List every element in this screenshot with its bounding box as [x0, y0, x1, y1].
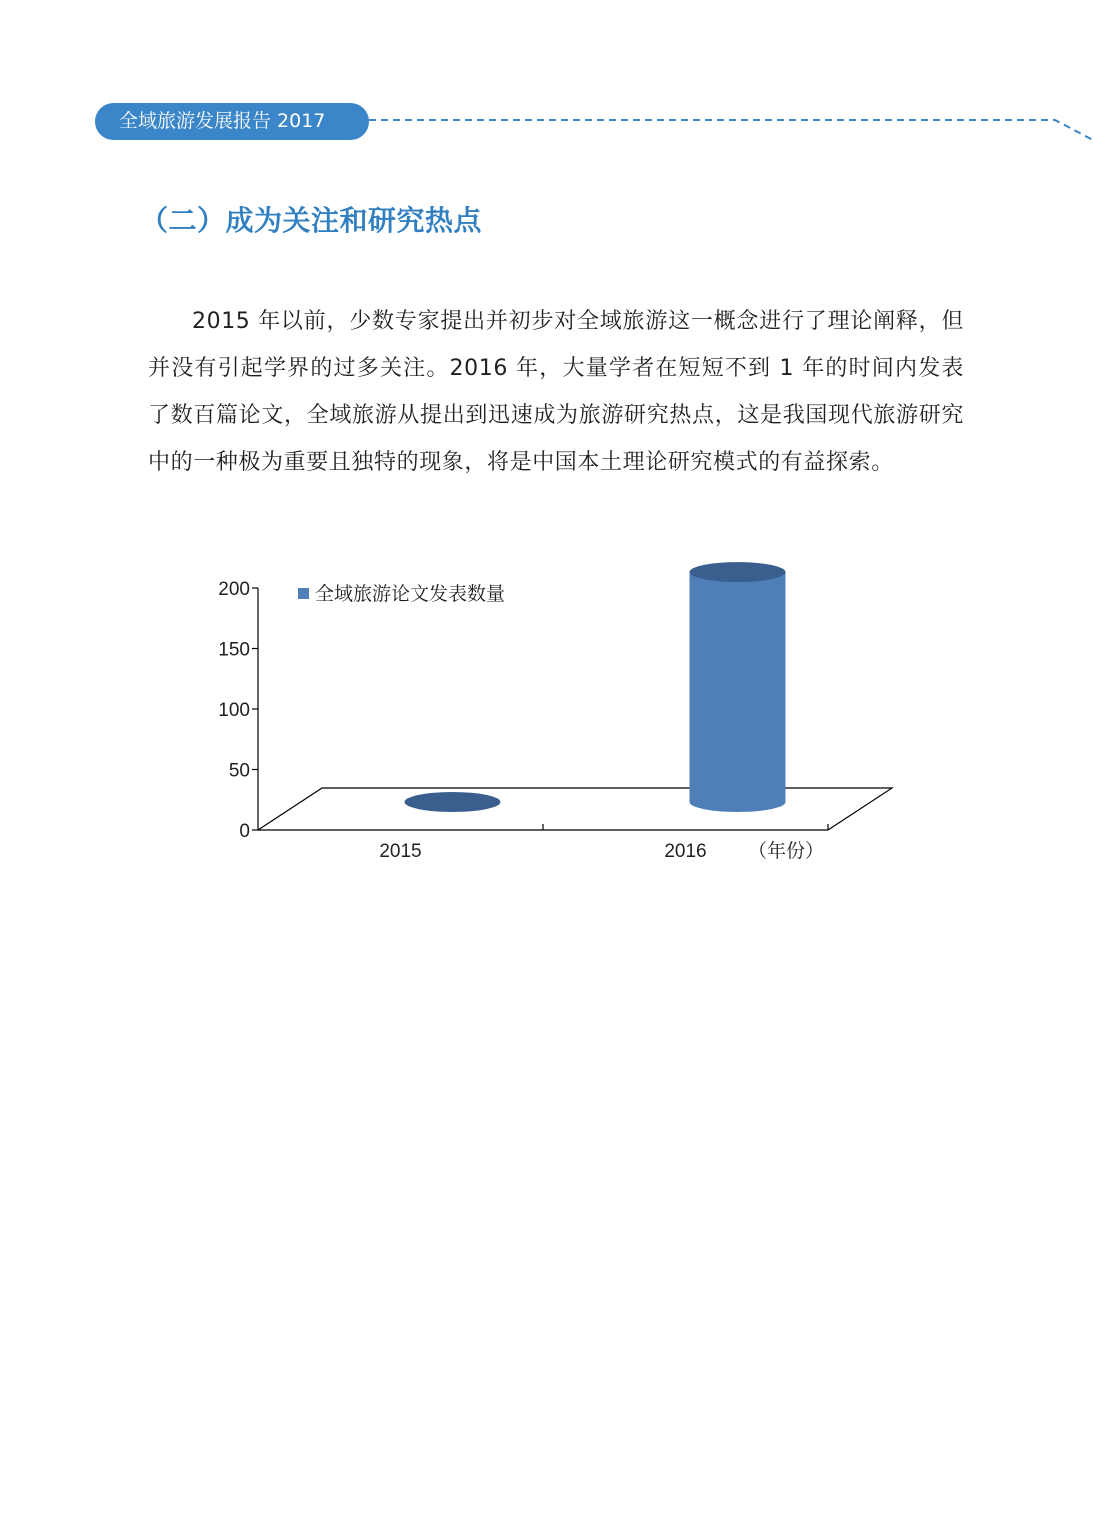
y-tick-label: 100: [218, 700, 250, 721]
bar-cylinder: [690, 562, 786, 812]
bar-cylinder-top: [690, 562, 786, 582]
chart-floor: [258, 788, 892, 830]
x-tick-label: 2016: [664, 841, 707, 862]
bar-cylinder: [405, 792, 501, 812]
report-header-label: 全域旅游发展报告 2017: [119, 110, 326, 132]
y-tick-label: 0: [239, 821, 250, 842]
bar-cylinder-body: [690, 572, 786, 812]
y-tick-label: 50: [228, 760, 250, 782]
header-dashed-line: [0, 110, 1093, 150]
x-tick-label: 2015: [379, 841, 422, 862]
x-axis-label: （年份）: [748, 841, 825, 862]
bar-cylinder-top: [405, 792, 501, 812]
y-tick-label: 150: [218, 639, 250, 661]
y-tick-label: 200: [218, 579, 250, 600]
body-paragraph: 2015 年以前，少数专家提出并初步对全域旅游这一概念进行了理论阐释，但并没有引起学界的过多关注。2016 年，大量学者在短短不到 1 年的时间内发表了数百篇论文，全域旅游从提出到迅速成为旅游研究热点，这是我国现代旅游研究中的一种极为重要且独特的现象，将是中国本土理论研究模式的有益探索。: [148, 309, 964, 475]
legend-label: 全域旅游论文发表数量: [315, 584, 506, 605]
legend-swatch: [298, 588, 309, 599]
section-title: （二）成为关注和研究热点: [140, 204, 483, 237]
bar-chart: [200, 560, 920, 880]
